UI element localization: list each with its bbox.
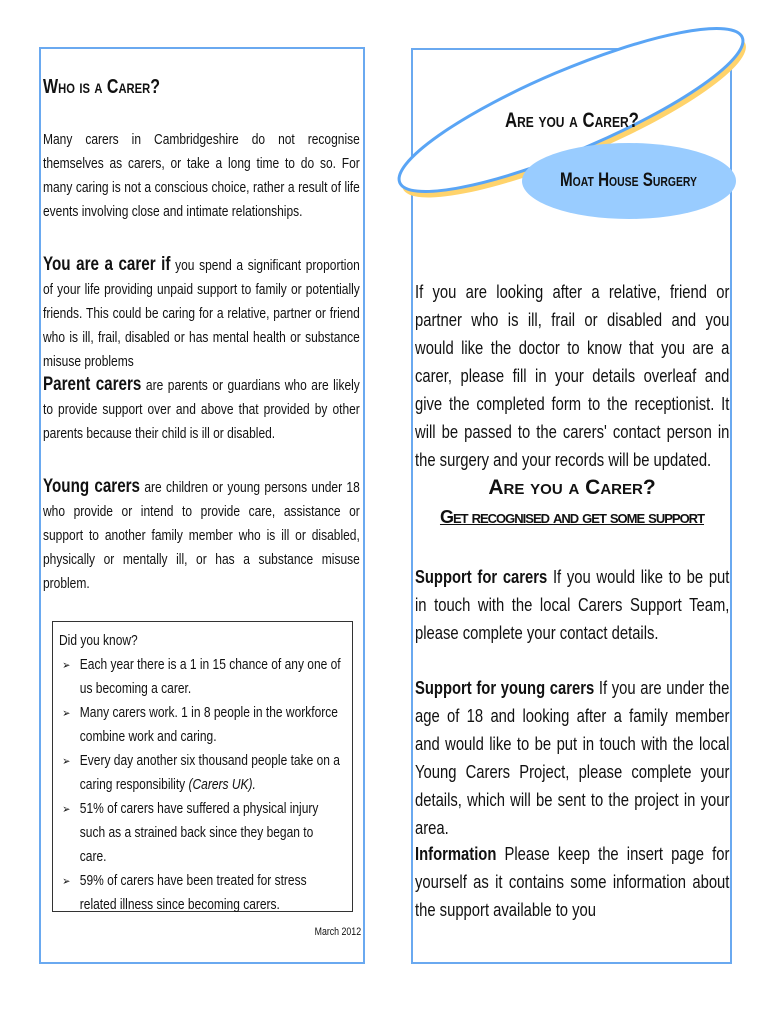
support-young-carers-text: If you are under the age of 18 and looking after a family member and would like to be put in touch with the local Young Carers Project, please complete your details, which will be sent to the project in your area. — [415, 677, 730, 838]
bullet-arrow-icon: ➢ — [62, 658, 71, 672]
bullet-arrow-icon: ➢ — [62, 706, 71, 720]
parent-carers-text: are parents or guardians who are likely to provide support over and above that provided by other parents because their child is ill or disabled. — [43, 377, 360, 442]
list-item — [59, 653, 343, 701]
list-item-text: Every day another six thousand people take on a caring responsibility — [79, 752, 340, 793]
right-heading-3: Get recognised and get some support — [439, 507, 705, 527]
list-item — [59, 797, 343, 869]
information-lead: Information — [415, 843, 497, 864]
support-carers-lead: Support for carers — [415, 566, 548, 587]
list-item — [59, 869, 343, 917]
bullet-arrow-icon: ➢ — [62, 874, 71, 888]
banner-subtitle: Moat House Surgery — [560, 170, 697, 191]
bullet-arrow-icon: ➢ — [62, 754, 71, 768]
left-heading: Who is a Carer? — [43, 76, 160, 98]
support-young-carers-lead: Support for young carers — [415, 677, 595, 698]
young-carers-text: are children or young persons under 18 who provide or intend to provide care, assistance or support to another family member who is ill or disabled, physically or mentally ill, or has a substance misuse problem. — [43, 479, 360, 592]
left-intro: Many carers in Cambridgeshire do not recognise themselves as carers, or take a long time to do so. For many caring is not a conscious choice, rather a result of life events involving close and intimate relationships. — [43, 131, 360, 220]
information-text: Please keep the insert page for yourself as it contains some information about the support available to you — [415, 843, 730, 920]
date-label: March 2012 — [314, 926, 361, 938]
carer-if-paragraph — [43, 253, 360, 374]
young-carers-lead: Young carers — [43, 476, 141, 497]
information-paragraph — [415, 840, 729, 924]
list-item-text: Many carers work. 1 in 8 people in the workforce combine work and caring. — [79, 704, 338, 745]
bullet-arrow-icon: ➢ — [62, 802, 71, 816]
support-young-carers-paragraph — [415, 674, 729, 842]
support-carers-text: If you would like to be put in touch with the local Carers Support Team, please complete your contact details. — [415, 566, 730, 643]
parent-carers-lead: Parent carers — [43, 374, 142, 395]
banner-graphic — [0, 0, 770, 260]
carer-if-lead: You are a carer if — [43, 254, 171, 275]
did-you-know-content — [59, 629, 343, 917]
support-carers-paragraph — [415, 563, 729, 647]
list-item-text: Each year there is a 1 in 15 chance of any one of us becoming a carer. — [79, 656, 341, 697]
did-you-know-title: Did you know? — [59, 632, 138, 649]
carer-if-text: you spend a significant proportion of your life providing unpaid support to family or potentially friends. This could be caring for a relative, partner or friend who is ill, frail, disabled or has mental health or substance misuse problems — [43, 257, 360, 370]
banner-title: Are you a Carer? — [505, 109, 639, 132]
list-item-text: 51% of carers have suffered a physical injury such as a strained back since they began to care. — [79, 800, 319, 865]
list-item — [59, 749, 343, 797]
young-carers-paragraph — [43, 475, 360, 596]
list-item — [59, 701, 343, 749]
did-you-know-list — [59, 653, 343, 917]
list-item-text: 59% of carers have been treated for stress related illness since becoming carers. — [79, 872, 307, 913]
source-citation: (Carers UK). — [188, 776, 256, 793]
right-heading-2: Are you a Carer? — [488, 476, 656, 499]
parent-carers-paragraph — [43, 373, 360, 446]
right-intro: If you are looking after a relative, friend or partner who is ill, frail or disabled and you would like the doctor to know that you are a carer, please fill in your details overleaf and give the completed form to the receptionist. It will be passed to the carers' contact person in the surgery and your records will be updated. — [415, 281, 730, 470]
